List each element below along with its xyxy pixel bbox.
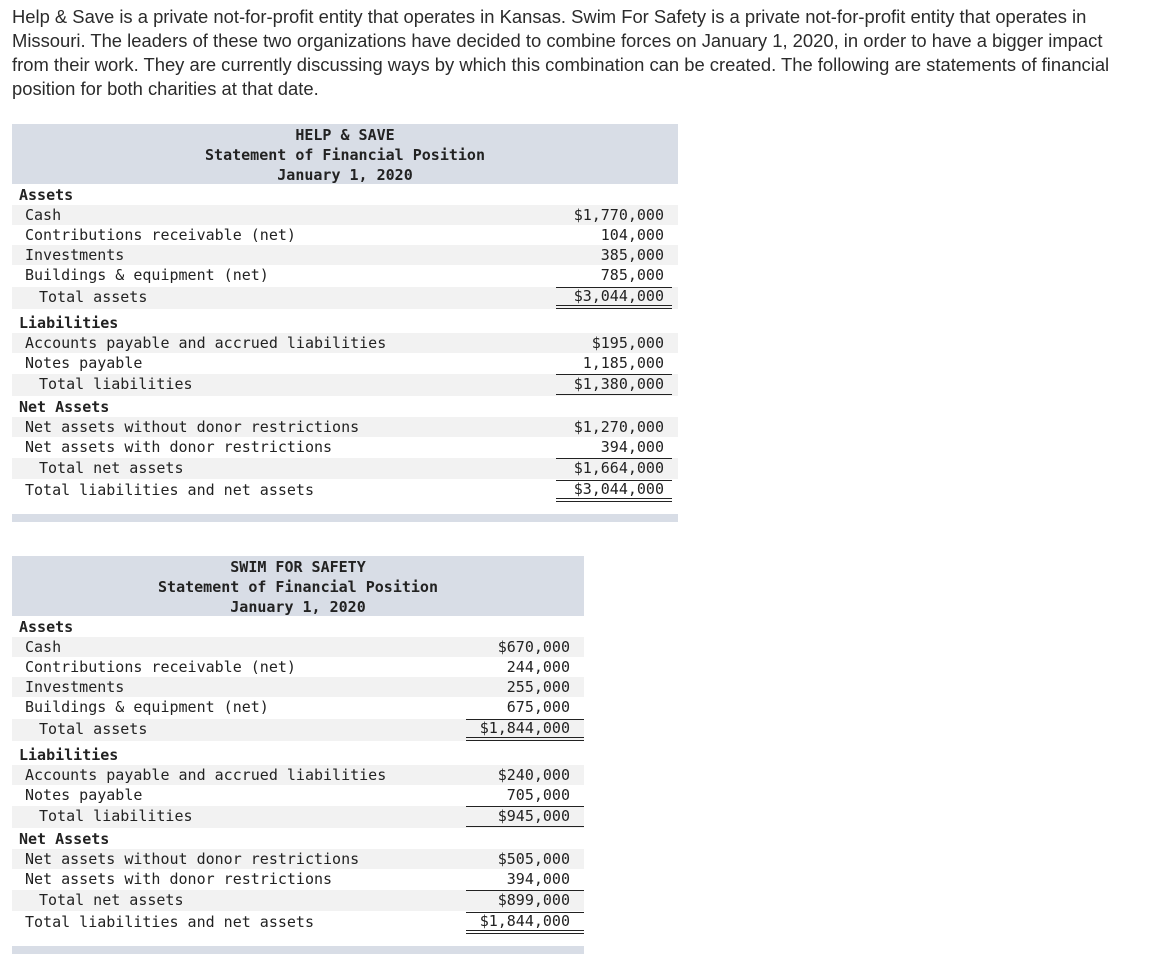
liabilities-heading-row <box>12 313 678 333</box>
accounts-payable-amount: $195,000 <box>591 334 664 352</box>
total-liabilities-row <box>12 374 678 396</box>
buildings-row <box>12 697 584 717</box>
total-assets-label: Total assets <box>39 720 148 738</box>
statement-footer-bar <box>12 946 584 954</box>
buildings-row <box>12 265 678 285</box>
investments-label: Investments <box>25 678 125 696</box>
accounts-payable-label: Accounts payable and accrued liabilities <box>25 766 387 784</box>
total-net-assets-label: Total net assets <box>39 459 184 477</box>
statement-footer-bar <box>12 514 678 522</box>
statement-swim-for-safety <box>12 556 584 956</box>
net-assets-without-label: Net assets without donor restrictions <box>25 850 360 868</box>
statement-header <box>12 124 678 184</box>
total-assets-label: Total assets <box>39 288 148 306</box>
cash-row <box>12 205 678 225</box>
accounts-payable-amount: $240,000 <box>497 766 570 784</box>
total-liabilities-net-assets-amount: $3,044,000 <box>556 480 672 502</box>
net-assets-with-row <box>12 437 678 457</box>
buildings-amount: 675,000 <box>506 698 570 716</box>
total-liabilities-net-assets-label: Total liabilities and net assets <box>25 913 314 931</box>
net-assets-heading: Net Assets <box>19 830 110 848</box>
statement-help-and-save <box>12 124 678 522</box>
buildings-label: Buildings & equipment (net) <box>25 266 269 284</box>
total-assets-amount: $3,044,000 <box>556 287 672 309</box>
net-assets-heading-row <box>12 829 584 849</box>
net-assets-with-amount: 394,000 <box>506 870 570 888</box>
total-net-assets-row <box>12 890 584 911</box>
contributions-label: Contributions receivable (net) <box>25 658 296 676</box>
total-liabilities-amount: $1,380,000 <box>556 374 672 395</box>
entity-name: SWIM FOR SAFETY <box>230 558 366 576</box>
notes-payable-label: Notes payable <box>25 354 143 372</box>
net-assets-heading: Net Assets <box>19 398 110 416</box>
statement-date: January 1, 2020 <box>277 166 413 184</box>
assets-heading-row <box>12 185 678 205</box>
statement-date: January 1, 2020 <box>230 598 366 616</box>
statement-title: Statement of Financial Position <box>205 146 485 164</box>
net-assets-with-amount: 394,000 <box>600 438 664 456</box>
total-assets-row <box>12 287 678 309</box>
net-assets-without-amount: $505,000 <box>497 850 570 868</box>
net-assets-without-amount: $1,270,000 <box>573 418 664 436</box>
investments-row <box>12 245 678 265</box>
total-liabilities-label: Total liabilities <box>39 375 193 393</box>
contributions-row <box>12 225 678 245</box>
total-liabilities-label: Total liabilities <box>39 807 193 825</box>
cash-row <box>12 637 584 657</box>
contributions-row <box>12 657 584 677</box>
net-assets-with-label: Net assets with donor restrictions <box>25 870 333 888</box>
net-assets-without-row <box>12 849 584 869</box>
total-liabilities-amount: $945,000 <box>466 806 584 827</box>
cash-amount: $670,000 <box>497 638 570 656</box>
notes-payable-row <box>12 785 584 805</box>
notes-payable-amount: 1,185,000 <box>582 354 664 372</box>
buildings-label: Buildings & equipment (net) <box>25 698 269 716</box>
investments-amount: 385,000 <box>600 246 664 264</box>
contributions-amount: 104,000 <box>600 226 664 244</box>
assets-heading: Assets <box>19 186 74 204</box>
total-assets-amount: $1,844,000 <box>466 719 584 741</box>
notes-payable-row <box>12 353 678 373</box>
contributions-label: Contributions receivable (net) <box>25 226 296 244</box>
cash-label: Cash <box>25 638 62 656</box>
total-assets-row <box>12 719 584 741</box>
total-liabilities-row <box>12 806 584 828</box>
net-assets-without-row <box>12 417 678 437</box>
total-net-assets-amount: $899,000 <box>466 890 584 910</box>
accounts-payable-row <box>12 333 678 353</box>
liabilities-heading: Liabilities <box>19 746 119 764</box>
total-net-assets-label: Total net assets <box>39 891 184 909</box>
notes-payable-label: Notes payable <box>25 786 143 804</box>
total-net-assets-row <box>12 458 678 479</box>
assets-heading-row <box>12 617 584 637</box>
problem-intro-text: Help & Save is a private not-for-profit entity that operates in Kansas. Swim For Safety is a private not-for-profit entity that operates in Missouri. The leaders of these two organizations have decided to combine forces on January 1, 2020, in order to have a bigger impact from their work. They are currently discussing ways by which this combination can be created. The following are statements of financial position for both charities at that date. <box>12 6 1110 99</box>
total-net-assets-amount: $1,664,000 <box>556 458 672 478</box>
investments-label: Investments <box>25 246 125 264</box>
statement-title: Statement of Financial Position <box>158 578 438 596</box>
cash-amount: $1,770,000 <box>573 206 664 224</box>
total-liabilities-net-assets-amount: $1,844,000 <box>466 912 584 934</box>
net-assets-without-label: Net assets without donor restrictions <box>25 418 360 436</box>
accounts-payable-label: Accounts payable and accrued liabilities <box>25 334 387 352</box>
total-liabilities-net-assets-row <box>12 912 584 936</box>
entity-name: HELP & SAVE <box>295 126 395 144</box>
total-liabilities-net-assets-row <box>12 480 678 504</box>
net-assets-heading-row <box>12 397 678 417</box>
contributions-amount: 244,000 <box>506 658 570 676</box>
assets-heading: Assets <box>19 618 74 636</box>
net-assets-with-row <box>12 869 584 889</box>
notes-payable-amount: 705,000 <box>506 786 570 804</box>
accounts-payable-row <box>12 765 584 785</box>
liabilities-heading: Liabilities <box>19 314 119 332</box>
buildings-amount: 785,000 <box>600 266 664 284</box>
investments-amount: 255,000 <box>506 678 570 696</box>
cash-label: Cash <box>25 206 62 224</box>
statement-header <box>12 556 584 616</box>
total-liabilities-net-assets-label: Total liabilities and net assets <box>25 481 314 499</box>
liabilities-heading-row <box>12 745 584 765</box>
net-assets-with-label: Net assets with donor restrictions <box>25 438 333 456</box>
investments-row <box>12 677 584 697</box>
